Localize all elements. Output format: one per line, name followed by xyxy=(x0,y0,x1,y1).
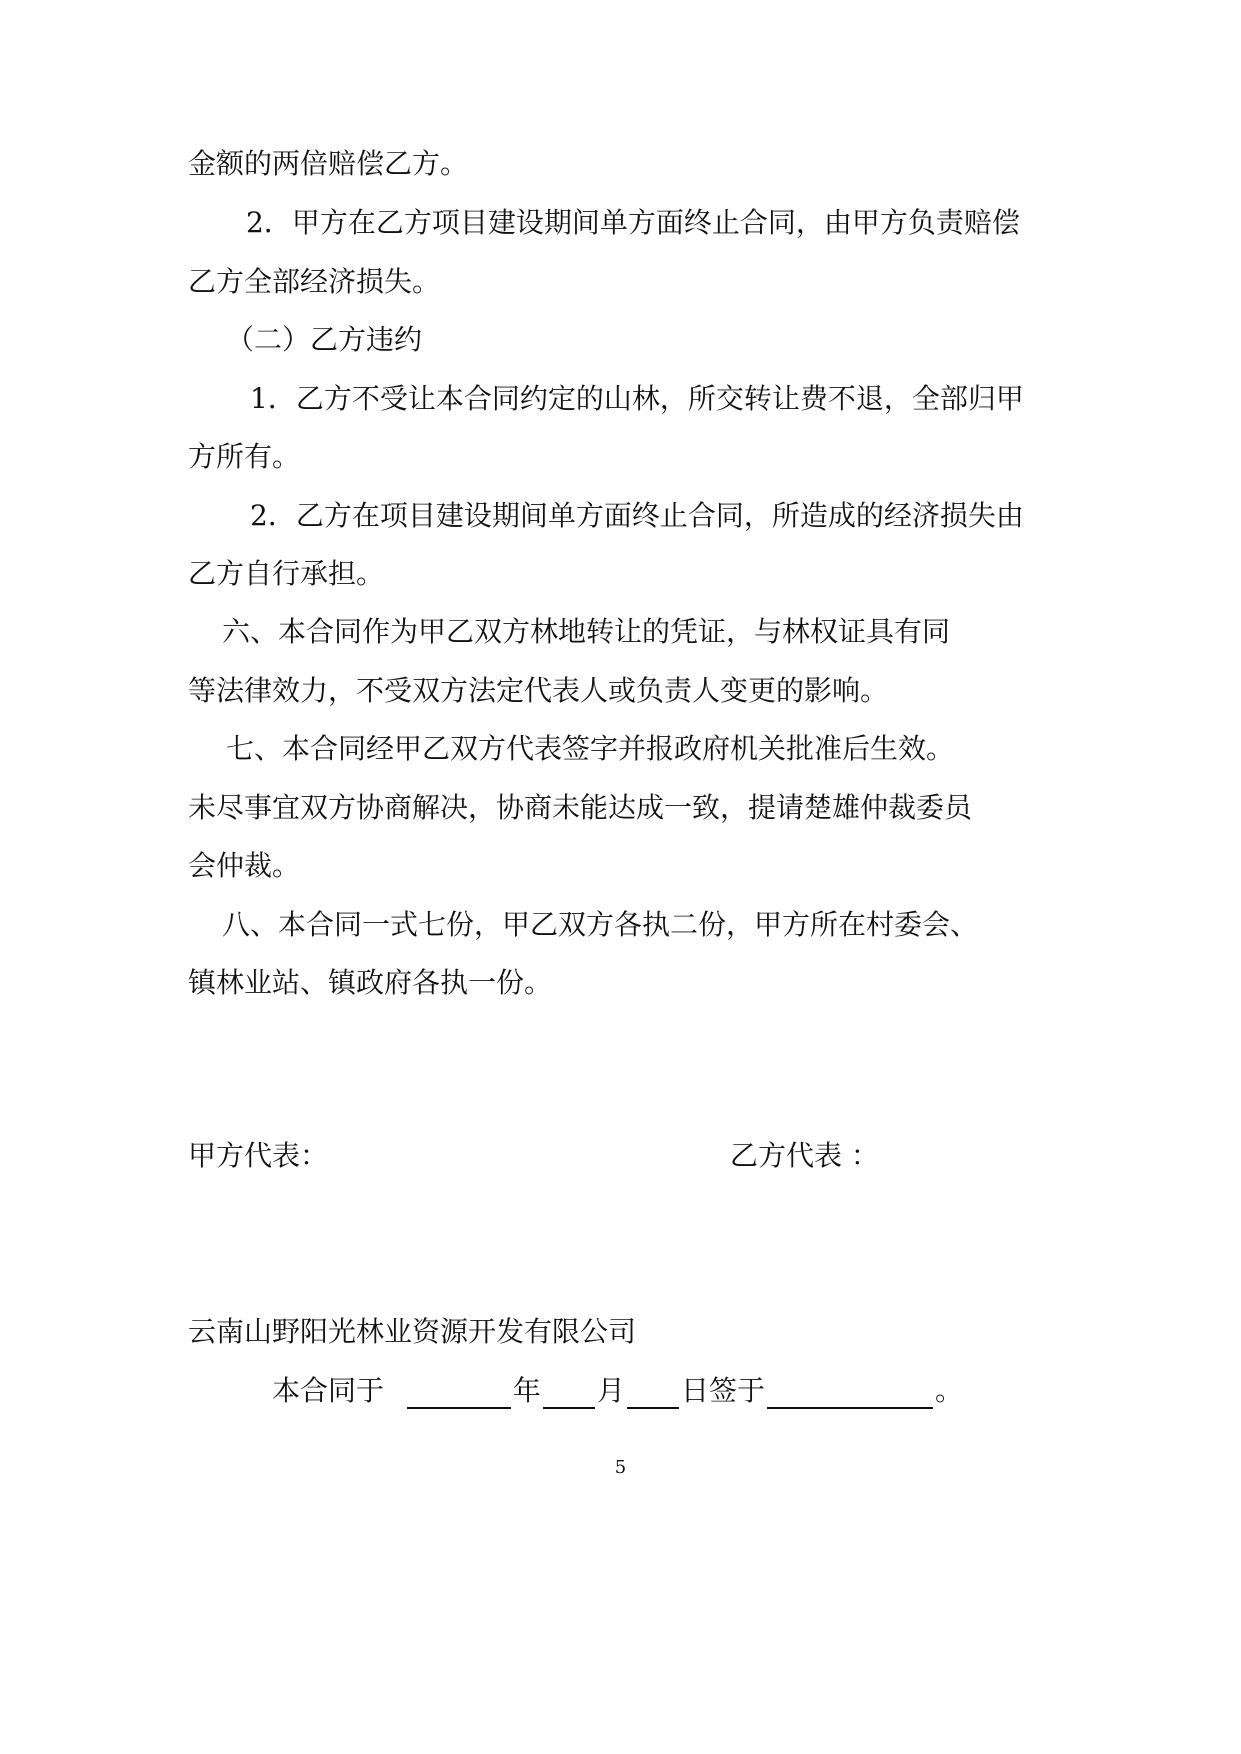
day-label: 日签于 xyxy=(680,1374,765,1407)
paragraph-line-6: 方所有。 xyxy=(188,440,301,473)
paragraph-line-14: 八、本合同一式七份，甲乙双方各执二份，甲方所在村委会、 xyxy=(222,908,979,941)
paragraph-line-10: 等法律效力，不受双方法定代表人或负责人变更的影响。 xyxy=(188,674,889,707)
paragraph-line-11: 七、本合同经甲乙双方代表签字并报政府机关批准后生效。 xyxy=(226,732,955,765)
page-number: 5 xyxy=(614,1457,627,1478)
paragraph-line-2: 2．甲方在乙方项目建设期间单方面终止合同，由甲方负责赔偿 xyxy=(246,206,1020,239)
paragraph-line-12: 未尽事宜双方协商解决，协商未能达成一致，提请楚雄仲裁委员 xyxy=(188,791,973,824)
date-prefix: 本合同于 xyxy=(272,1374,385,1407)
blank-month[interactable] xyxy=(543,1377,595,1409)
month-label: 月 xyxy=(596,1374,625,1407)
blank-location[interactable] xyxy=(767,1377,933,1409)
date-end: 。 xyxy=(934,1374,963,1407)
blank-year[interactable] xyxy=(407,1377,511,1409)
signing-date-line xyxy=(272,1373,963,1409)
paragraph-line-9: 六、本合同作为甲乙双方林地转让的凭证，与林权证具有同 xyxy=(222,615,951,648)
paragraph-line-5: 1．乙方不受让本合同约定的山林，所交转让费不退，全部归甲 xyxy=(250,382,1024,415)
year-label: 年 xyxy=(512,1374,541,1407)
paragraph-line-3: 乙方全部经济损失。 xyxy=(188,265,441,298)
paragraph-line-8: 乙方自行承担。 xyxy=(188,557,385,590)
paragraph-line-15: 镇林业站、镇政府各执一份。 xyxy=(188,966,553,999)
paragraph-line-1: 金额的两倍赔偿乙方。 xyxy=(188,147,469,180)
party-a-signature-label: 甲方代表： xyxy=(188,1139,329,1172)
blank-day[interactable] xyxy=(627,1377,679,1409)
party-b-signature-label: 乙方代表 ： xyxy=(730,1139,879,1172)
paragraph-line-13: 会仲裁。 xyxy=(188,849,301,882)
section-heading: （二）乙方违约 xyxy=(226,323,423,356)
company-name: 云南山野阳光林业资源开发有限公司 xyxy=(188,1315,637,1348)
paragraph-line-7: 2．乙方在项目建设期间单方面终止合同，所造成的经济损失由 xyxy=(250,499,1024,532)
